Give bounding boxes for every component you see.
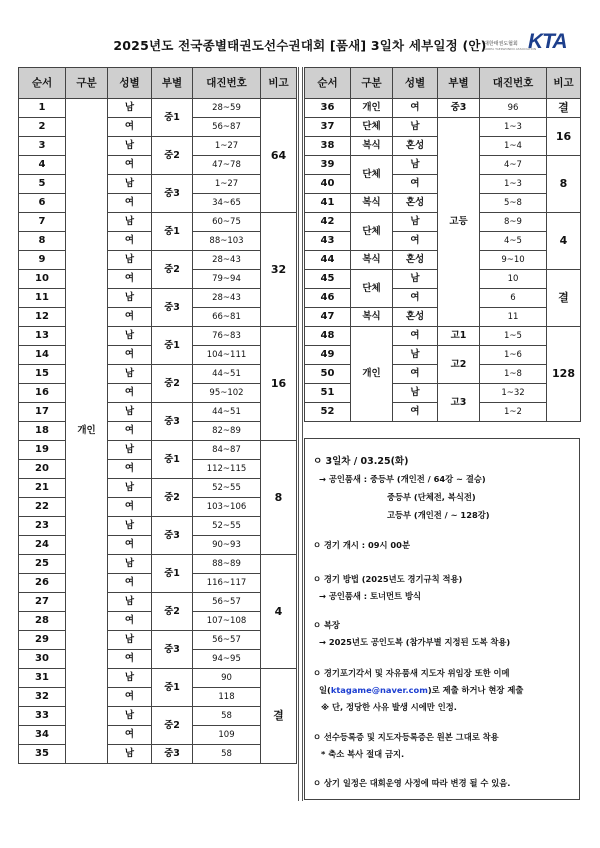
bracket-range: 1~6 (480, 346, 547, 365)
gender-cell: 여 (108, 232, 152, 251)
bracket-range: 76~83 (193, 327, 261, 346)
bracket-range: 88~103 (193, 232, 261, 251)
division-cell: 중1 (152, 555, 193, 593)
bracket-range: 79~94 (193, 270, 261, 289)
gender-cell: 혼성 (393, 137, 438, 156)
table-header-row (305, 68, 581, 99)
document-title: 2025년도 전국종별태권도선수권대회 [품새] 3일차 세부일정 (안) (113, 38, 487, 53)
gender-cell: 여 (108, 612, 152, 631)
note-waiver-2-pre: 일( (319, 685, 331, 695)
bracket-range: 116~117 (193, 574, 261, 593)
column-header: 구분 (351, 68, 393, 99)
kta-logo (484, 30, 576, 56)
note-start: ㅇ 경기 개시 : 09시 00분 (313, 540, 410, 550)
order-number: 23 (19, 517, 66, 536)
note-method: ㅇ 경기 방법 (2025년도 경기규칙 적용) (313, 574, 463, 584)
bracket-range: 56~57 (193, 631, 261, 650)
bracket-range: 82~89 (193, 422, 261, 441)
note-poomsae-3: 고등부 (개인전 / ~ 128강) (387, 510, 490, 520)
order-number: 19 (19, 441, 66, 460)
column-header: 부별 (438, 68, 480, 99)
gender-cell: 남 (108, 479, 152, 498)
table-row (19, 289, 297, 308)
division-cell: 고3 (438, 384, 480, 422)
order-number: 14 (19, 346, 66, 365)
gender-cell: 남 (108, 213, 152, 232)
order-number: 37 (305, 118, 351, 137)
table-row (19, 99, 297, 118)
gender-cell: 남 (393, 270, 438, 289)
gender-cell: 남 (108, 251, 152, 270)
gender-cell: 여 (108, 650, 152, 669)
bracket-range: 6 (480, 289, 547, 308)
order-number: 15 (19, 365, 66, 384)
note-day: ㅇ 3일차 / 03.25(화) (313, 456, 409, 467)
bracket-range: 56~57 (193, 593, 261, 612)
order-number: 21 (19, 479, 66, 498)
gender-cell: 여 (108, 384, 152, 403)
order-number: 30 (19, 650, 66, 669)
bracket-range: 58 (193, 707, 261, 726)
email-link[interactable]: ktagame@naver.com (330, 685, 428, 695)
order-number: 50 (305, 365, 351, 384)
gender-cell: 여 (108, 270, 152, 289)
order-number: 13 (19, 327, 66, 346)
order-number: 10 (19, 270, 66, 289)
order-number: 25 (19, 555, 66, 574)
category-cell: 복식 (351, 137, 393, 156)
division-cell: 중1 (152, 327, 193, 365)
order-number: 20 (19, 460, 66, 479)
division-cell: 중1 (152, 99, 193, 137)
table-row (305, 99, 581, 118)
bracket-range: 1~3 (480, 175, 547, 194)
gender-cell: 여 (108, 156, 152, 175)
gender-cell: 남 (108, 517, 152, 536)
gender-cell: 남 (393, 346, 438, 365)
note-change: ㅇ 상기 일정은 대회운영 사정에 따라 변경 될 수 있음. (313, 778, 511, 788)
note-waiver-1: ㅇ 경기포기각서 및 자유품새 지도자 위임장 또한 이메 (313, 668, 510, 678)
gender-cell: 여 (108, 536, 152, 555)
bracket-range: 4~5 (480, 232, 547, 251)
note-cell: 32 (261, 213, 297, 327)
gender-cell: 여 (393, 289, 438, 308)
bracket-range: 90~93 (193, 536, 261, 555)
note-cell: 결 (261, 669, 297, 764)
bracket-range: 44~51 (193, 403, 261, 422)
bracket-range: 118 (193, 688, 261, 707)
division-cell: 중3 (152, 175, 193, 213)
order-number: 48 (305, 327, 351, 346)
order-number: 43 (305, 232, 351, 251)
bracket-range: 88~89 (193, 555, 261, 574)
note-cell: 결 (547, 270, 581, 327)
order-number: 4 (19, 156, 66, 175)
category-cell: 복식 (351, 251, 393, 270)
table-row (305, 384, 581, 403)
table-row (305, 118, 581, 137)
gender-cell: 남 (393, 118, 438, 137)
column-header: 성별 (108, 68, 152, 99)
gender-cell: 남 (108, 441, 152, 460)
bracket-range: 1~8 (480, 365, 547, 384)
gender-cell: 남 (393, 156, 438, 175)
table-row (19, 479, 297, 498)
note-cell: 16 (547, 118, 581, 156)
column-header: 구분 (66, 68, 108, 99)
order-number: 33 (19, 707, 66, 726)
order-number: 49 (305, 346, 351, 365)
order-number: 46 (305, 289, 351, 308)
bracket-range: 52~55 (193, 517, 261, 536)
bracket-range: 4~7 (480, 156, 547, 175)
note-waiver-3: ※ 단, 정당한 사유 발생 시에만 인정. (321, 702, 457, 712)
category-cell: 단체 (351, 270, 393, 308)
division-cell: 고2 (438, 346, 480, 384)
notes-box (304, 438, 580, 800)
order-number: 26 (19, 574, 66, 593)
order-number: 11 (19, 289, 66, 308)
gender-cell: 남 (108, 137, 152, 156)
note-attire: ㅇ 복장 (313, 620, 340, 630)
bracket-range: 1~27 (193, 175, 261, 194)
gender-cell: 남 (108, 289, 152, 308)
gender-cell: 남 (108, 403, 152, 422)
order-number: 45 (305, 270, 351, 289)
bracket-range: 34~65 (193, 194, 261, 213)
order-number: 52 (305, 403, 351, 422)
category-cell: 단체 (351, 156, 393, 194)
table-row (305, 346, 581, 365)
note-cell: 4 (547, 213, 581, 270)
category-cell: 개인 (66, 99, 108, 764)
column-header: 부별 (152, 68, 193, 99)
order-number: 29 (19, 631, 66, 650)
gender-cell: 여 (393, 99, 438, 118)
order-number: 22 (19, 498, 66, 517)
bracket-range: 10 (480, 270, 547, 289)
note-cell: 8 (547, 156, 581, 213)
division-cell: 중2 (152, 593, 193, 631)
column-header: 성별 (393, 68, 438, 99)
note-poomsae-1: → 공인품새 : 중등부 (개인전 / 64강 ~ 결승) (319, 474, 486, 484)
order-number: 9 (19, 251, 66, 270)
bracket-range: 52~55 (193, 479, 261, 498)
bracket-range: 104~111 (193, 346, 261, 365)
order-number: 28 (19, 612, 66, 631)
table-row (19, 175, 297, 194)
gender-cell: 여 (393, 232, 438, 251)
gender-cell: 혼성 (393, 251, 438, 270)
note-waiver-2 (319, 684, 523, 696)
note-registration-2: * 축소 복사 절대 금지. (321, 749, 405, 759)
gender-cell: 여 (108, 346, 152, 365)
division-cell: 중2 (152, 479, 193, 517)
gender-cell: 여 (108, 726, 152, 745)
gender-cell: 혼성 (393, 194, 438, 213)
gender-cell: 여 (108, 194, 152, 213)
table-row (19, 669, 297, 688)
bracket-range: 5~8 (480, 194, 547, 213)
gender-cell: 남 (108, 593, 152, 612)
note-cell: 4 (261, 555, 297, 669)
order-number: 24 (19, 536, 66, 555)
gender-cell: 남 (108, 669, 152, 688)
order-number: 18 (19, 422, 66, 441)
gender-cell: 남 (108, 555, 152, 574)
division-cell: 고등 (438, 118, 480, 327)
division-cell: 중3 (152, 631, 193, 669)
bracket-range: 1~27 (193, 137, 261, 156)
gender-cell: 여 (108, 460, 152, 479)
division-cell: 중1 (152, 441, 193, 479)
order-number: 44 (305, 251, 351, 270)
gender-cell: 여 (393, 327, 438, 346)
table-row (19, 593, 297, 612)
gender-cell: 여 (108, 688, 152, 707)
note-registration-1: ㅇ 선수등록증 및 지도자등록증은 원본 그대로 착용 (313, 732, 499, 742)
schedule-table-left (18, 67, 297, 764)
order-number: 16 (19, 384, 66, 403)
bracket-range: 44~51 (193, 365, 261, 384)
table-row (19, 707, 297, 726)
bracket-range: 8~9 (480, 213, 547, 232)
order-number: 6 (19, 194, 66, 213)
order-number: 27 (19, 593, 66, 612)
gender-cell: 여 (108, 118, 152, 137)
gender-cell: 여 (393, 365, 438, 384)
division-cell: 중2 (152, 137, 193, 175)
note-poomsae-2: 중등부 (단체전, 복식전) (387, 492, 476, 502)
column-header: 대진번호 (193, 68, 261, 99)
order-number: 17 (19, 403, 66, 422)
note-cell: 128 (547, 327, 581, 422)
gender-cell: 여 (108, 422, 152, 441)
division-cell: 중3 (152, 403, 193, 441)
order-number: 42 (305, 213, 351, 232)
bracket-range: 95~102 (193, 384, 261, 403)
category-cell: 복식 (351, 194, 393, 213)
bracket-range: 47~78 (193, 156, 261, 175)
order-number: 12 (19, 308, 66, 327)
bracket-range: 103~106 (193, 498, 261, 517)
bracket-range: 28~59 (193, 99, 261, 118)
logo-org-name-en: KOREA TAEKWONDO ASSOCIATION (484, 47, 537, 51)
category-cell: 개인 (351, 99, 393, 118)
bracket-range: 112~115 (193, 460, 261, 479)
note-cell: 64 (261, 99, 297, 213)
division-cell: 중3 (438, 99, 480, 118)
table-row (19, 327, 297, 346)
division-cell: 중2 (152, 365, 193, 403)
gender-cell: 여 (108, 574, 152, 593)
column-header: 순서 (19, 68, 66, 99)
table-row (19, 517, 297, 536)
division-cell: 중1 (152, 213, 193, 251)
gender-cell: 남 (108, 745, 152, 764)
table-row (19, 555, 297, 574)
gender-cell: 남 (108, 175, 152, 194)
order-number: 39 (305, 156, 351, 175)
order-number: 5 (19, 175, 66, 194)
gender-cell: 남 (108, 327, 152, 346)
table-row (19, 365, 297, 384)
table-row (19, 137, 297, 156)
category-cell: 단체 (351, 118, 393, 137)
note-cell: 8 (261, 441, 297, 555)
bracket-range: 109 (193, 726, 261, 745)
table-row (19, 745, 297, 764)
gender-cell: 여 (393, 175, 438, 194)
table-divider (298, 67, 303, 801)
gender-cell: 남 (108, 365, 152, 384)
order-number: 41 (305, 194, 351, 213)
bracket-range: 1~2 (480, 403, 547, 422)
note-method-sub: → 공인품새 : 토너먼트 방식 (319, 591, 421, 601)
bracket-range: 56~87 (193, 118, 261, 137)
table-row (19, 631, 297, 650)
division-cell: 중2 (152, 251, 193, 289)
division-cell: 중1 (152, 669, 193, 707)
bracket-range: 60~75 (193, 213, 261, 232)
bracket-range: 90 (193, 669, 261, 688)
bracket-range: 1~5 (480, 327, 547, 346)
gender-cell: 남 (108, 631, 152, 650)
division-cell: 중3 (152, 517, 193, 555)
table-row (19, 403, 297, 422)
order-number: 47 (305, 308, 351, 327)
division-cell: 고1 (438, 327, 480, 346)
gender-cell: 남 (108, 99, 152, 118)
bracket-range: 28~43 (193, 251, 261, 270)
note-cell: 16 (261, 327, 297, 441)
note-cell: 결 (547, 99, 581, 118)
order-number: 2 (19, 118, 66, 137)
bracket-range: 1~3 (480, 118, 547, 137)
logo-mark: KTA (528, 30, 567, 53)
order-number: 7 (19, 213, 66, 232)
bracket-range: 94~95 (193, 650, 261, 669)
order-number: 32 (19, 688, 66, 707)
gender-cell: 여 (393, 403, 438, 422)
bracket-range: 11 (480, 308, 547, 327)
order-number: 31 (19, 669, 66, 688)
gender-cell: 남 (393, 213, 438, 232)
table-row (305, 327, 581, 346)
category-cell: 단체 (351, 213, 393, 251)
gender-cell: 남 (393, 384, 438, 403)
bracket-range: 66~81 (193, 308, 261, 327)
order-number: 38 (305, 137, 351, 156)
table-row (19, 251, 297, 270)
category-cell: 복식 (351, 308, 393, 327)
bracket-range: 1~4 (480, 137, 547, 156)
note-waiver-2-post: )로 제출 하거나 현장 제출 (427, 685, 524, 695)
column-header: 순서 (305, 68, 351, 99)
note-attire-sub: → 2025년도 공인도복 (참가부별 지정된 도복 착용) (319, 637, 511, 647)
column-header: 비고 (547, 68, 581, 99)
order-number: 34 (19, 726, 66, 745)
gender-cell: 여 (108, 308, 152, 327)
table-row (19, 213, 297, 232)
category-cell: 개인 (351, 327, 393, 422)
gender-cell: 여 (108, 498, 152, 517)
schedule-table-right (304, 67, 581, 422)
bracket-range: 9~10 (480, 251, 547, 270)
logo-org-name: 대한태권도협회 (484, 41, 518, 47)
bracket-range: 28~43 (193, 289, 261, 308)
bracket-range: 84~87 (193, 441, 261, 460)
bracket-range: 58 (193, 745, 261, 764)
column-header: 대진번호 (480, 68, 547, 99)
division-cell: 중2 (152, 707, 193, 745)
gender-cell: 남 (108, 707, 152, 726)
order-number: 8 (19, 232, 66, 251)
division-cell: 중3 (152, 289, 193, 327)
table-header-row (19, 68, 297, 99)
division-cell: 중3 (152, 745, 193, 764)
column-header: 비고 (261, 68, 297, 99)
gender-cell: 혼성 (393, 308, 438, 327)
order-number: 40 (305, 175, 351, 194)
table-row (19, 441, 297, 460)
order-number: 51 (305, 384, 351, 403)
order-number: 35 (19, 745, 66, 764)
bracket-range: 107~108 (193, 612, 261, 631)
order-number: 1 (19, 99, 66, 118)
order-number: 3 (19, 137, 66, 156)
bracket-range: 1~32 (480, 384, 547, 403)
bracket-range: 96 (480, 99, 547, 118)
order-number: 36 (305, 99, 351, 118)
